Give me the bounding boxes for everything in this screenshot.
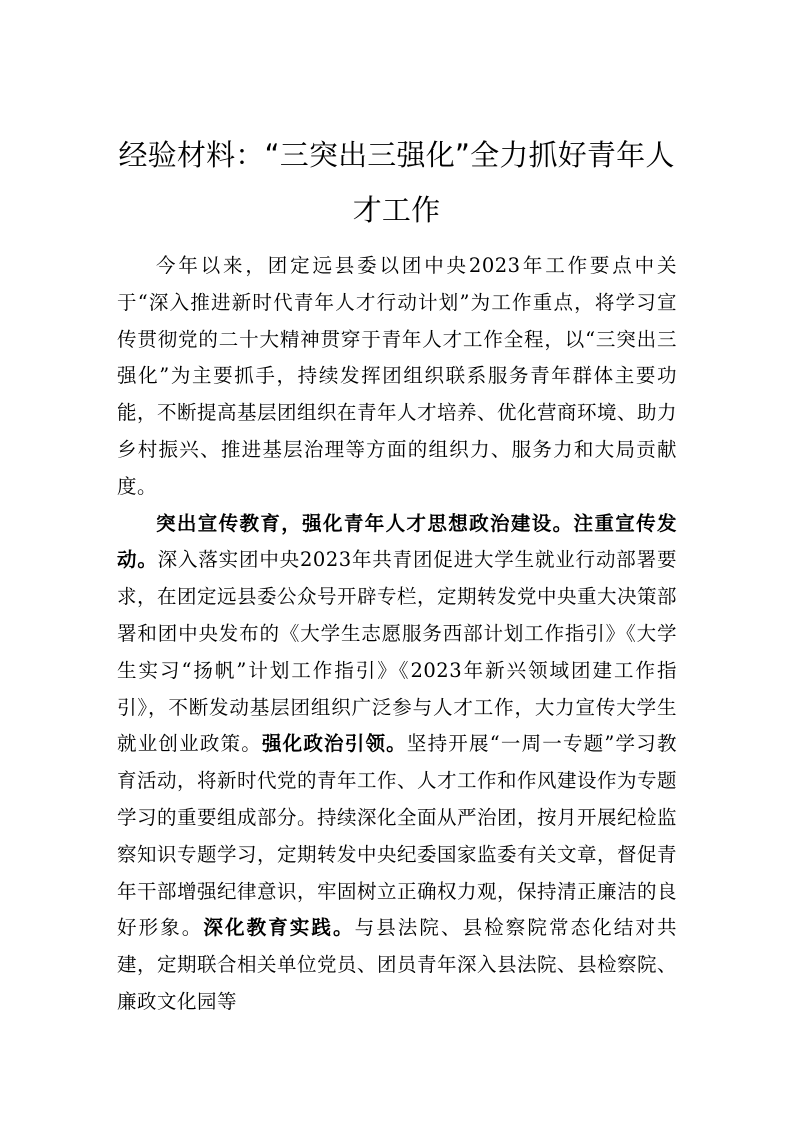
document-title bbox=[100, 128, 693, 238]
subsection-heading-3: 深化教育实践。 bbox=[203, 916, 355, 940]
title-line-1: 经验材料：“三突出三强化”全力抓好青年人 bbox=[118, 138, 675, 172]
section-heading: 突出宣传教育，强化青年人才思想政治建设。 bbox=[156, 511, 574, 535]
subsection-heading-1: 注重宣传发动。 bbox=[117, 511, 677, 572]
subsection-text-1: 深入落实团中央2023年共青团促进大学生就业行动部署要求，在团定远县委公众号开辟专栏，定期转发党中央重大决策部署和团中央发布的《大学生志愿服务西部计划工作指引》《大学生实习“扬帆”计划工作指引》《2023年新兴领域团建工作指引》，不断发动基层团组织广泛参与人才工作，大力宣传大学生就业创业政策。 bbox=[117, 548, 678, 756]
subsection-text-3: 与县法院、县检察院常态化结对共建，定期联合相关单位党员、团员青年深入县法院、县检察院、廉政文化园等 bbox=[117, 916, 678, 1013]
subsection-heading-2: 强化政治引领。 bbox=[261, 732, 407, 756]
subsection-text-2: 坚持开展“一周一专题”学习教育活动，将新时代党的青年工作、人才工作和作风建设作为专题学习的重要组成部分。持续深化全面从严治团，按月开展纪检监察知识专题学习，定期转发中央纪委国家监委有关文章，督促青年干部增强纪律意识，牢固树立正确权力观，保持清正廉洁的良好形象。 bbox=[117, 732, 678, 940]
intro-paragraph: 今年以来，团定远县委以团中央2023年工作要点中关于“深入推进新时代青年人才行动计划”为工作重点，将学习宣传贯彻党的二十大精神贯穿于青年人才工作全程，以“三突出三强化”为主要抓手，持续发挥团组织联系服务青年群体主要功能，不断提高基层团组织在青年人才培养、优化营商环境、助力乡村振兴、推进基层治理等方面的组织力、服务力和大局贡献度。 bbox=[117, 254, 678, 498]
title-line-2: 才工作 bbox=[352, 193, 441, 227]
document-body bbox=[117, 248, 677, 1021]
section-paragraph bbox=[117, 506, 677, 1021]
